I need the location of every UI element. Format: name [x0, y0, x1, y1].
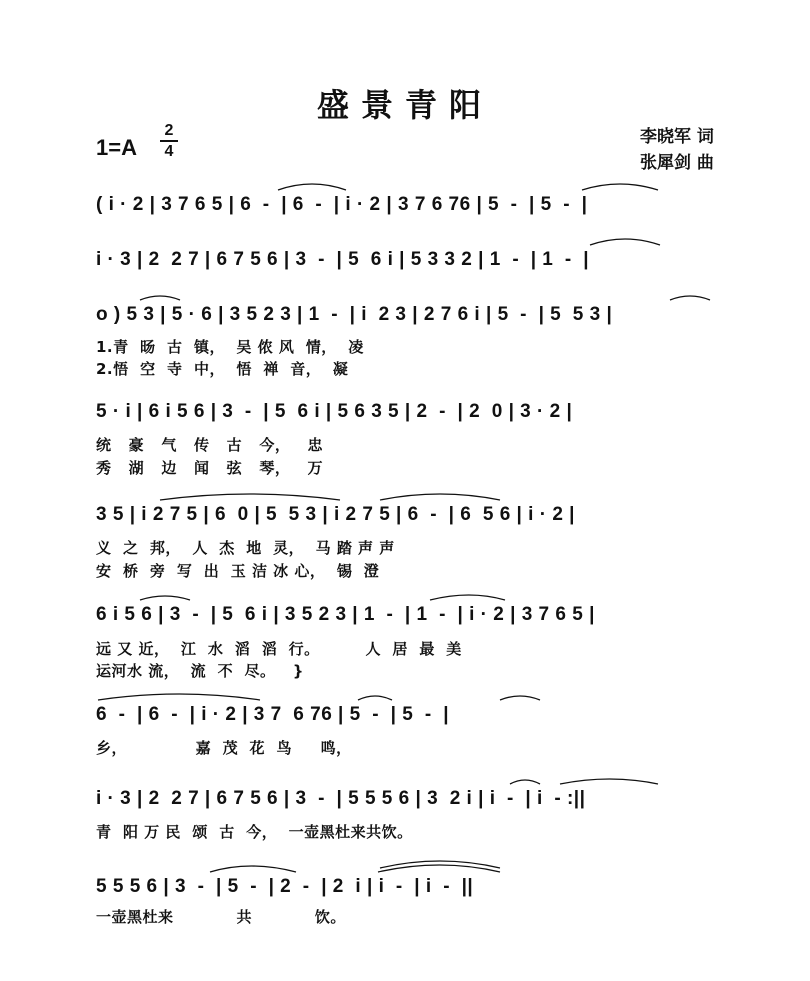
slur — [160, 494, 340, 500]
lyric-line-2: 安 桥 旁 写 出 玉 洁 冰 心， 锡 澄 — [96, 562, 380, 580]
lyric-line-2: 秀 湖 边 闻 弦 琴， 万 — [96, 459, 323, 477]
slur — [380, 861, 500, 868]
slur — [378, 865, 500, 872]
lyric-line-1: 义 之 邦， 人 杰 地 灵， 马 踏 声 声 — [96, 539, 395, 557]
notes-line: 5 · i | 6 i 5 6 | 3 - | 5 6 i | 5 6 3 5 | 2 - | 2 0 | 3 · 2 | — [96, 401, 573, 422]
notes-line: 6 i 5 6 | 3 - | 5 6 i | 3 5 2 3 | 1 - | 1 - | i · 2 | 3 7 6 5 | — [96, 604, 595, 625]
slur — [140, 596, 190, 600]
slur — [210, 866, 296, 872]
notes-line: i · 3 | 2 2 7 | 6 7 5 6 | 3 - | 5 5 5 6 | 3 2 i | i - | i - :|| — [96, 788, 586, 809]
time-signature-bottom: 4 — [164, 143, 174, 160]
notes-line: 5 5 5 6 | 3 - | 5 - | 2 - | 2 i | i - | i - || — [96, 876, 474, 897]
notes-line: 6 - | 6 - | i · 2 | 3 7 6 76 | 5 - | 5 - | — [96, 704, 450, 725]
slur — [380, 494, 500, 500]
lyric-line-1: 乡， 嘉 茂 花 鸟 鸣， — [96, 739, 352, 757]
lyric-line-2: 2.悟 空 寺 中， 悟 禅 音， 凝 — [96, 360, 349, 378]
lyric-line-1: 统 豪 气 传 古 今， 忠 — [96, 436, 323, 454]
slur — [430, 595, 505, 600]
time-signature-top: 2 — [164, 122, 174, 139]
slur — [590, 239, 660, 245]
slur — [510, 780, 540, 784]
notes-line: ( i · 2 | 3 7 6 5 | 6 - | 6 - | i · 2 | 3 7 6 76 | 5 - | 5 - | — [96, 194, 588, 215]
key-signature: 1=A — [96, 135, 137, 160]
lyric-line-1: 青 阳 万 民 颂 古 今， 一壶黑杜来共饮。 — [96, 823, 413, 841]
slur — [560, 779, 658, 784]
slur — [278, 184, 346, 190]
lyricist-credit: 李晓军 词 — [640, 127, 714, 147]
notes-line: 3 5 | i 2 7 5 | 6 0 | 5 5 3 | i 2 7 5 | 6 - | 6 5 6 | i · 2 | — [96, 504, 575, 525]
notes-line: i · 3 | 2 2 7 | 6 7 5 6 | 3 - | 5 6 i | 5 3 3 2 | 1 - | 1 - | — [96, 249, 590, 270]
lyric-line-1: 1.青 旸 古 镇， 吴 侬 风 情， 凌 — [96, 338, 364, 356]
lyric-line-1: 一壶黑杜来 共 饮。 — [96, 908, 346, 926]
page-title: 盛景青阳 — [316, 86, 493, 124]
slur — [500, 696, 540, 700]
slur — [98, 694, 260, 700]
composer-credit: 张犀剑 曲 — [640, 153, 714, 173]
slur — [140, 296, 180, 300]
slur — [670, 296, 710, 300]
lyric-line-1: 远 又 近， 江 水 滔 滔 行。 人 居 最 美 — [96, 640, 462, 658]
lyric-line-2: 运河水 流， 流 不 尽。 } — [96, 662, 304, 680]
slur — [582, 184, 658, 190]
slur — [358, 696, 392, 700]
time-signature — [160, 122, 178, 160]
notes-line: o ) 5 3 | 5 · 6 | 3 5 2 3 | 1 - | i 2 3 | 2 7 6 i | 5 - | 5 5 3 | — [96, 304, 613, 325]
